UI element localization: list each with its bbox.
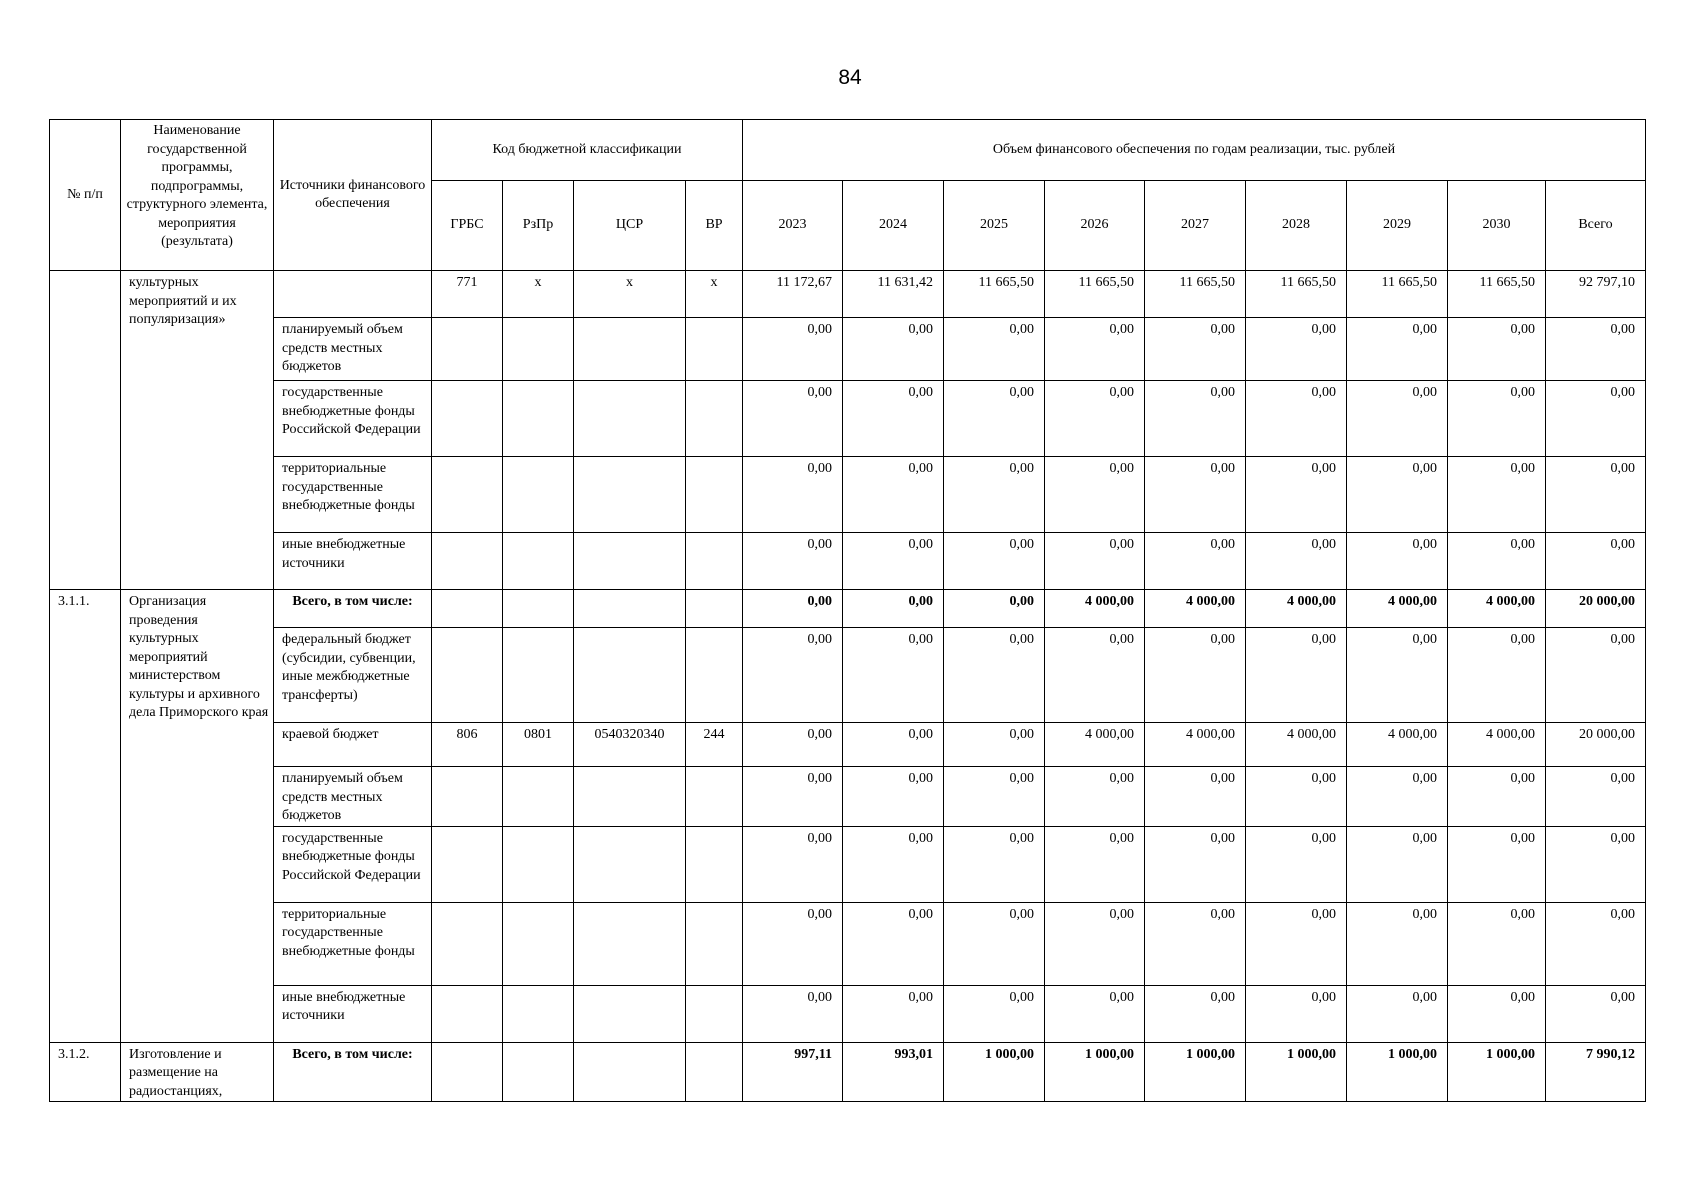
amount-2026: 0,00 [1045, 767, 1145, 827]
code-csr [574, 628, 686, 723]
code-vr [686, 826, 743, 902]
amount-2025: 0,00 [944, 533, 1045, 590]
amount-2025: 0,00 [944, 767, 1045, 827]
code-rzpr: x [503, 271, 574, 318]
code-vr [686, 628, 743, 723]
code-vr [686, 457, 743, 533]
amount-2029: 0,00 [1347, 767, 1448, 827]
page-number: 84 [838, 66, 862, 89]
code-csr [574, 826, 686, 902]
amount-2029: 0,00 [1347, 381, 1448, 457]
amount-2028: 0,00 [1246, 318, 1347, 381]
code-grbs [432, 628, 503, 723]
amount-total: 0,00 [1546, 628, 1646, 723]
amount-2029: 0,00 [1347, 318, 1448, 381]
code-vr [686, 381, 743, 457]
amount-2023: 0,00 [743, 318, 843, 381]
amount-2030: 4 000,00 [1448, 590, 1546, 628]
amount-total: 20 000,00 [1546, 723, 1646, 767]
funding-source: планируемый объем средств местных бюджетов [274, 767, 432, 827]
header-name: Наименование государственной программы, подпрограммы, структурного элемента, мероприятия (результата) [121, 120, 274, 271]
code-csr [574, 318, 686, 381]
code-csr: 0540320340 [574, 723, 686, 767]
table-row [50, 1042, 1646, 1102]
header-code-group: Код бюджетной классификации [432, 120, 743, 181]
code-vr [686, 985, 743, 1042]
amount-2030: 11 665,50 [1448, 271, 1546, 318]
amount-2028: 1 000,00 [1246, 1042, 1347, 1102]
amount-2025: 1 000,00 [944, 1042, 1045, 1102]
amount-2025: 0,00 [944, 590, 1045, 628]
amount-2026: 0,00 [1045, 902, 1145, 985]
code-vr [686, 318, 743, 381]
code-csr [574, 533, 686, 590]
amount-2030: 0,00 [1448, 985, 1546, 1042]
amount-2029: 0,00 [1347, 985, 1448, 1042]
amount-2028: 0,00 [1246, 826, 1347, 902]
amount-2026: 0,00 [1045, 457, 1145, 533]
header-vr: ВР [686, 181, 743, 271]
program-name: культурных мероприятий и их популяризация» [121, 271, 274, 590]
code-rzpr [503, 457, 574, 533]
header-year-2030: 2030 [1448, 181, 1546, 271]
code-rzpr [503, 826, 574, 902]
amount-2029: 1 000,00 [1347, 1042, 1448, 1102]
funding-source: территориальные государственные внебюджетные фонды [274, 457, 432, 533]
amount-2027: 0,00 [1145, 318, 1246, 381]
code-csr [574, 590, 686, 628]
amount-2024: 993,01 [843, 1042, 944, 1102]
amount-2023: 0,00 [743, 628, 843, 723]
code-grbs [432, 533, 503, 590]
amount-total: 7 990,12 [1546, 1042, 1646, 1102]
amount-total: 0,00 [1546, 318, 1646, 381]
amount-2023: 997,11 [743, 1042, 843, 1102]
amount-2023: 0,00 [743, 767, 843, 827]
code-vr: x [686, 271, 743, 318]
code-csr [574, 902, 686, 985]
funding-source: Всего, в том числе: [274, 1042, 432, 1102]
amount-2027: 0,00 [1145, 533, 1246, 590]
header-year-2025: 2025 [944, 181, 1045, 271]
amount-2028: 4 000,00 [1246, 723, 1347, 767]
amount-2026: 4 000,00 [1045, 723, 1145, 767]
amount-2029: 0,00 [1347, 826, 1448, 902]
funding-source [274, 271, 432, 318]
code-rzpr [503, 985, 574, 1042]
header-rzpr: РзПр [503, 181, 574, 271]
code-grbs: 771 [432, 271, 503, 318]
amount-2026: 0,00 [1045, 628, 1145, 723]
code-grbs [432, 985, 503, 1042]
amount-2024: 0,00 [843, 723, 944, 767]
amount-2029: 4 000,00 [1347, 723, 1448, 767]
code-rzpr [503, 902, 574, 985]
header-num: № п/п [50, 120, 121, 271]
funding-source: государственные внебюджетные фонды Российской Федерации [274, 381, 432, 457]
code-grbs [432, 381, 503, 457]
amount-2024: 0,00 [843, 985, 944, 1042]
code-grbs [432, 1042, 503, 1102]
amount-2028: 0,00 [1246, 533, 1347, 590]
amount-2023: 11 172,67 [743, 271, 843, 318]
header-year-2027: 2027 [1145, 181, 1246, 271]
program-name: Организация проведения культурных мероприятий министерством культуры и архивного дела Приморского края [121, 590, 274, 1043]
table-row [50, 457, 1646, 533]
header-year-2029: 2029 [1347, 181, 1448, 271]
funding-source: краевой бюджет [274, 723, 432, 767]
amount-2029: 0,00 [1347, 628, 1448, 723]
amount-2027: 0,00 [1145, 826, 1246, 902]
amount-2028: 0,00 [1246, 767, 1347, 827]
code-csr [574, 767, 686, 827]
amount-2027: 1 000,00 [1145, 1042, 1246, 1102]
amount-2026: 4 000,00 [1045, 590, 1145, 628]
amount-total: 0,00 [1546, 985, 1646, 1042]
amount-2024: 0,00 [843, 767, 944, 827]
funding-source: федеральный бюджет (субсидии, субвенции, иные межбюджетные трансферты) [274, 628, 432, 723]
code-rzpr [503, 628, 574, 723]
funding-source: территориальные государственные внебюджетные фонды [274, 902, 432, 985]
code-grbs [432, 767, 503, 827]
amount-2028: 11 665,50 [1246, 271, 1347, 318]
code-rzpr [503, 533, 574, 590]
amount-2027: 0,00 [1145, 985, 1246, 1042]
amount-2024: 0,00 [843, 381, 944, 457]
code-rzpr [503, 318, 574, 381]
code-grbs [432, 457, 503, 533]
amount-2025: 0,00 [944, 381, 1045, 457]
amount-2027: 4 000,00 [1145, 590, 1246, 628]
header-grbs: ГРБС [432, 181, 503, 271]
code-grbs [432, 590, 503, 628]
row-number: 3.1.1. [50, 590, 121, 1043]
amount-total: 0,00 [1546, 902, 1646, 985]
amount-2024: 0,00 [843, 457, 944, 533]
program-name: Изготовление и размещение на радиостанциях, [121, 1042, 274, 1102]
header-total: Всего [1546, 181, 1646, 271]
amount-total: 0,00 [1546, 457, 1646, 533]
amount-2030: 0,00 [1448, 533, 1546, 590]
header-source: Источники финансового обеспечения [274, 120, 432, 271]
row-number [50, 271, 121, 590]
amount-2023: 0,00 [743, 985, 843, 1042]
amount-2028: 0,00 [1246, 628, 1347, 723]
amount-2026: 11 665,50 [1045, 271, 1145, 318]
financing-table [49, 119, 1646, 1102]
amount-2030: 0,00 [1448, 826, 1546, 902]
amount-2027: 0,00 [1145, 767, 1246, 827]
code-grbs [432, 826, 503, 902]
amount-2025: 0,00 [944, 985, 1045, 1042]
header-year-2024: 2024 [843, 181, 944, 271]
table-body [50, 271, 1646, 1102]
funding-source: планируемый объем средств местных бюджетов [274, 318, 432, 381]
amount-2023: 0,00 [743, 590, 843, 628]
amount-2024: 11 631,42 [843, 271, 944, 318]
amount-2029: 4 000,00 [1347, 590, 1448, 628]
code-rzpr [503, 590, 574, 628]
amount-2030: 0,00 [1448, 628, 1546, 723]
amount-2025: 0,00 [944, 628, 1045, 723]
amount-2028: 4 000,00 [1246, 590, 1347, 628]
amount-2025: 11 665,50 [944, 271, 1045, 318]
amount-2027: 0,00 [1145, 902, 1246, 985]
code-vr [686, 902, 743, 985]
amount-2030: 0,00 [1448, 381, 1546, 457]
table-header [50, 120, 1646, 271]
amount-2023: 0,00 [743, 381, 843, 457]
code-csr: x [574, 271, 686, 318]
code-rzpr: 0801 [503, 723, 574, 767]
code-grbs: 806 [432, 723, 503, 767]
table-row [50, 902, 1646, 985]
amount-2024: 0,00 [843, 902, 944, 985]
amount-2029: 0,00 [1347, 902, 1448, 985]
amount-2023: 0,00 [743, 826, 843, 902]
table-row [50, 767, 1646, 827]
amount-2023: 0,00 [743, 533, 843, 590]
amount-2023: 0,00 [743, 457, 843, 533]
table-row [50, 318, 1646, 381]
amount-2028: 0,00 [1246, 902, 1347, 985]
amount-2029: 11 665,50 [1347, 271, 1448, 318]
amount-2028: 0,00 [1246, 381, 1347, 457]
amount-total: 0,00 [1546, 826, 1646, 902]
amount-2027: 0,00 [1145, 457, 1246, 533]
amount-2026: 0,00 [1045, 826, 1145, 902]
code-grbs [432, 902, 503, 985]
amount-2024: 0,00 [843, 533, 944, 590]
amount-2024: 0,00 [843, 628, 944, 723]
amount-2027: 0,00 [1145, 628, 1246, 723]
amount-2025: 0,00 [944, 723, 1045, 767]
amount-2025: 0,00 [944, 902, 1045, 985]
amount-2030: 0,00 [1448, 902, 1546, 985]
amount-2030: 0,00 [1448, 767, 1546, 827]
funding-source: иные внебюджетные источники [274, 533, 432, 590]
amount-2024: 0,00 [843, 318, 944, 381]
amount-2029: 0,00 [1347, 457, 1448, 533]
amount-total: 0,00 [1546, 381, 1646, 457]
row-number: 3.1.2. [50, 1042, 121, 1102]
table-row [50, 826, 1646, 902]
code-csr [574, 1042, 686, 1102]
header-volume-group: Объем финансового обеспечения по годам реализации, тыс. рублей [743, 120, 1646, 181]
amount-total: 92 797,10 [1546, 271, 1646, 318]
amount-2023: 0,00 [743, 902, 843, 985]
code-vr [686, 533, 743, 590]
amount-total: 20 000,00 [1546, 590, 1646, 628]
amount-2025: 0,00 [944, 457, 1045, 533]
amount-2026: 0,00 [1045, 533, 1145, 590]
amount-2027: 11 665,50 [1145, 271, 1246, 318]
amount-2027: 4 000,00 [1145, 723, 1246, 767]
amount-total: 0,00 [1546, 767, 1646, 827]
header-csr: ЦСР [574, 181, 686, 271]
code-csr [574, 985, 686, 1042]
code-rzpr [503, 381, 574, 457]
table-row [50, 628, 1646, 723]
table-row [50, 381, 1646, 457]
code-vr [686, 767, 743, 827]
amount-2026: 0,00 [1045, 381, 1145, 457]
amount-2026: 0,00 [1045, 318, 1145, 381]
amount-total: 0,00 [1546, 533, 1646, 590]
code-vr: 244 [686, 723, 743, 767]
amount-2028: 0,00 [1246, 985, 1347, 1042]
header-year-2023: 2023 [743, 181, 843, 271]
amount-2026: 0,00 [1045, 985, 1145, 1042]
header-year-2026: 2026 [1045, 181, 1145, 271]
code-vr [686, 1042, 743, 1102]
amount-2024: 0,00 [843, 590, 944, 628]
code-vr [686, 590, 743, 628]
code-grbs [432, 318, 503, 381]
code-csr [574, 381, 686, 457]
amount-2023: 0,00 [743, 723, 843, 767]
amount-2028: 0,00 [1246, 457, 1347, 533]
funding-source: иные внебюджетные источники [274, 985, 432, 1042]
amount-2030: 0,00 [1448, 318, 1546, 381]
amount-2027: 0,00 [1145, 381, 1246, 457]
table-row [50, 985, 1646, 1042]
table-row [50, 271, 1646, 318]
code-rzpr [503, 767, 574, 827]
table-row [50, 723, 1646, 767]
funding-source: государственные внебюджетные фонды Российской Федерации [274, 826, 432, 902]
amount-2025: 0,00 [944, 318, 1045, 381]
amount-2030: 4 000,00 [1448, 723, 1546, 767]
amount-2029: 0,00 [1347, 533, 1448, 590]
amount-2030: 1 000,00 [1448, 1042, 1546, 1102]
amount-2026: 1 000,00 [1045, 1042, 1145, 1102]
amount-2024: 0,00 [843, 826, 944, 902]
table-row [50, 590, 1646, 628]
code-rzpr [503, 1042, 574, 1102]
amount-2030: 0,00 [1448, 457, 1546, 533]
code-csr [574, 457, 686, 533]
header-year-2028: 2028 [1246, 181, 1347, 271]
table-row [50, 533, 1646, 590]
amount-2025: 0,00 [944, 826, 1045, 902]
funding-source: Всего, в том числе: [274, 590, 432, 628]
